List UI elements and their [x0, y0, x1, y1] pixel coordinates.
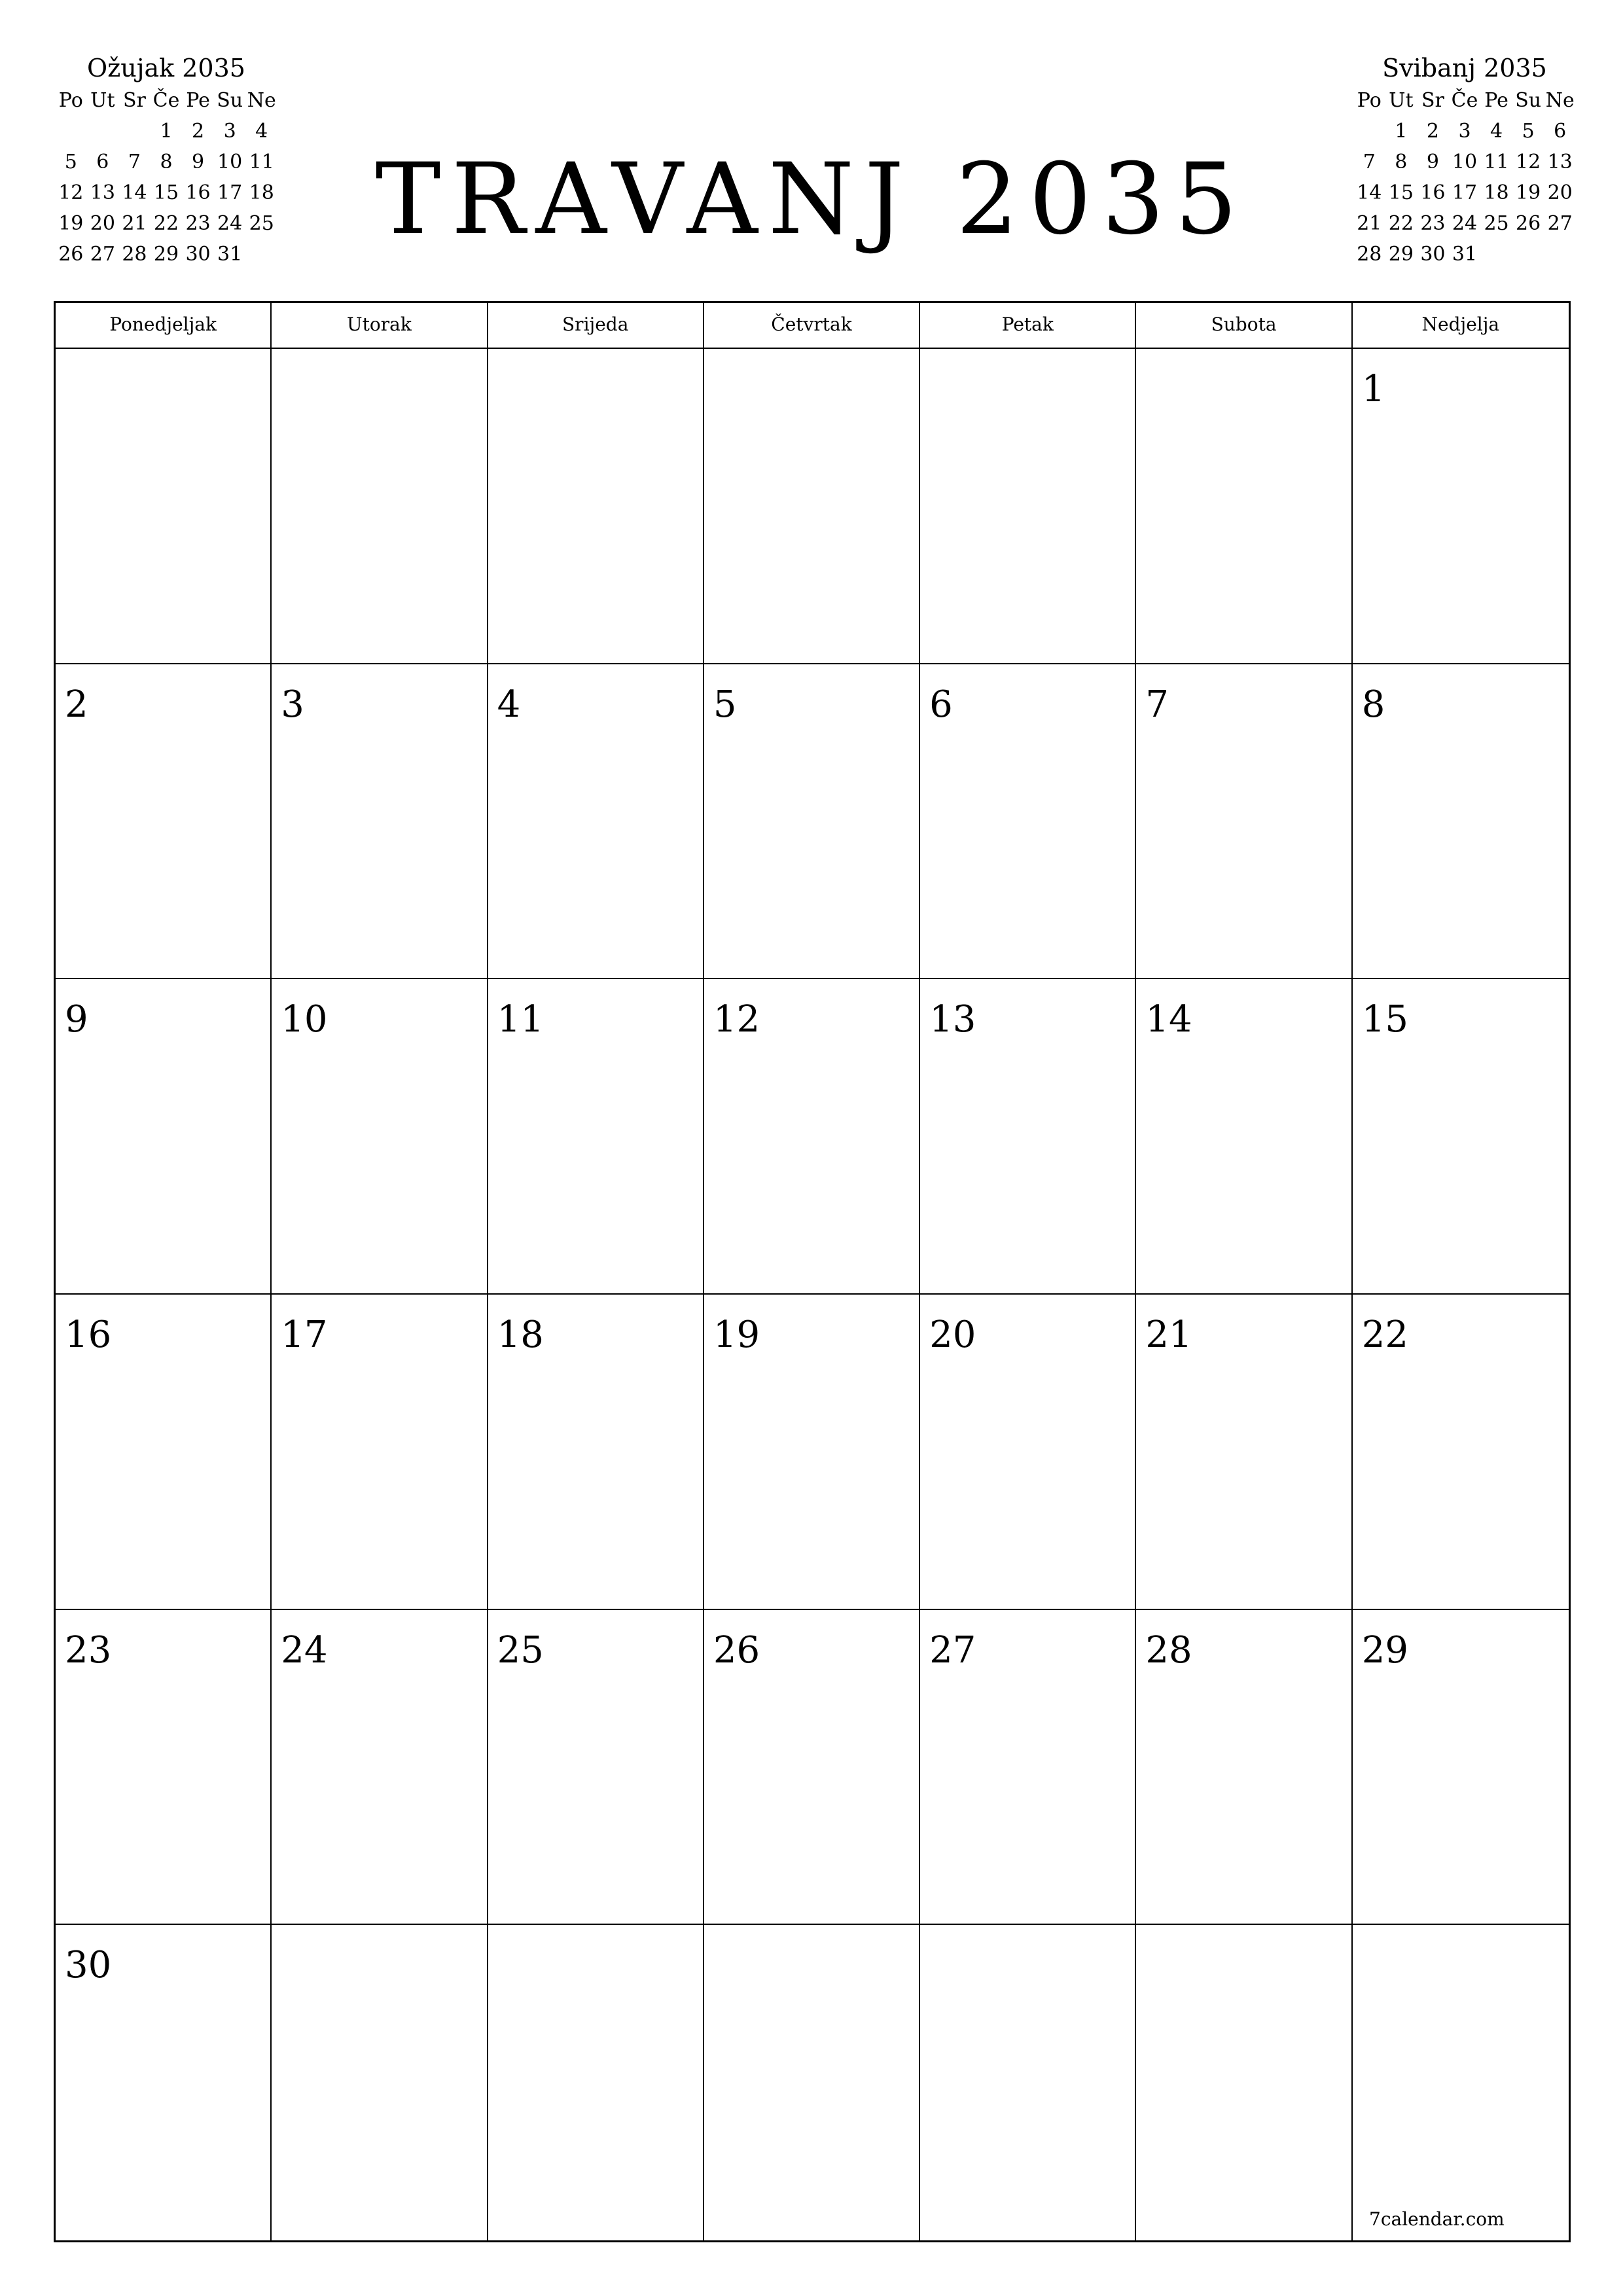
mini-day: 10 — [1452, 151, 1478, 173]
prev-month-title: Ožujak 2035 — [87, 54, 245, 82]
mini-weekday-label: Su — [217, 89, 243, 112]
day-number: 17 — [281, 1313, 328, 1356]
mini-day: 5 — [64, 151, 77, 173]
day-number: 5 — [713, 683, 737, 726]
mini-weekday-label: Ut — [90, 89, 115, 112]
next-month-grid — [1353, 85, 1576, 270]
mini-day: 8 — [160, 151, 173, 173]
day-cell[interactable] — [488, 1925, 704, 2240]
mini-day: 6 — [96, 151, 109, 173]
day-cell[interactable] — [920, 349, 1136, 664]
day-cell[interactable] — [704, 1925, 920, 2240]
mini-day — [1544, 239, 1576, 270]
day-cell[interactable] — [1136, 1610, 1352, 1926]
mini-day: 21 — [1357, 212, 1382, 235]
mini-day: 22 — [153, 212, 179, 235]
mini-day: 16 — [185, 181, 211, 204]
mini-weekday-label: Sr — [122, 89, 146, 112]
day-cell[interactable] — [920, 1925, 1136, 2240]
mini-day: 3 — [223, 120, 236, 143]
mini-day: 19 — [1516, 181, 1541, 204]
mini-day: 11 — [249, 151, 274, 173]
mini-day: 10 — [217, 151, 243, 173]
mini-weekday-label: Če — [1451, 89, 1478, 112]
mini-day: 26 — [58, 243, 84, 266]
mini-day: 7 — [1363, 151, 1376, 173]
weekday-header: Petak — [920, 303, 1136, 349]
mini-day: 13 — [90, 181, 115, 204]
day-cell[interactable] — [488, 1295, 704, 1610]
mini-weekday-label: Pe — [1484, 89, 1508, 112]
day-cell[interactable] — [56, 349, 272, 664]
day-cell[interactable] — [1353, 1925, 1569, 2240]
mini-day: 4 — [255, 120, 268, 143]
mini-day: 27 — [1547, 212, 1573, 235]
day-cell[interactable] — [56, 1610, 272, 1926]
day-cell[interactable] — [272, 1610, 488, 1926]
mini-day: 5 — [1522, 120, 1535, 143]
day-number: 4 — [497, 683, 521, 726]
day-cell[interactable] — [704, 664, 920, 980]
mini-day: 23 — [1420, 212, 1446, 235]
day-cell[interactable] — [920, 1295, 1136, 1610]
mini-day: 26 — [1516, 212, 1541, 235]
mini-day: 16 — [1420, 181, 1446, 204]
day-number: 3 — [281, 683, 304, 726]
day-number: 14 — [1145, 998, 1192, 1041]
day-cell[interactable] — [56, 1295, 272, 1610]
day-number: 6 — [929, 683, 953, 726]
day-cell[interactable] — [488, 349, 704, 664]
day-number: 7 — [1145, 683, 1169, 726]
day-cell[interactable] — [272, 1295, 488, 1610]
day-number: 1 — [1361, 368, 1385, 410]
day-cell[interactable] — [1136, 349, 1352, 664]
day-number: 2 — [65, 683, 88, 726]
day-number: 30 — [65, 1944, 112, 1987]
mini-day: 25 — [1484, 212, 1509, 235]
day-number: 10 — [281, 998, 328, 1041]
day-cell[interactable] — [272, 664, 488, 980]
mini-day: 29 — [1388, 243, 1414, 266]
next-month-mini-calendar — [1353, 51, 1576, 270]
day-cell[interactable] — [272, 349, 488, 664]
mini-day: 24 — [1452, 212, 1478, 235]
mini-day: 20 — [90, 212, 115, 235]
mini-day: 21 — [122, 212, 147, 235]
day-cell[interactable] — [920, 1610, 1136, 1926]
mini-day: 1 — [160, 120, 173, 143]
day-number: 28 — [1145, 1628, 1192, 1672]
day-number: 11 — [497, 998, 544, 1041]
day-cell[interactable] — [920, 664, 1136, 980]
day-number: 29 — [1361, 1628, 1408, 1672]
weekday-header: Srijeda — [488, 303, 704, 349]
month-grid — [54, 301, 1571, 2242]
day-cell[interactable] — [1136, 1295, 1352, 1610]
day-number: 21 — [1145, 1313, 1192, 1356]
mini-day: 15 — [153, 181, 179, 204]
day-cell[interactable] — [1353, 349, 1569, 664]
mini-day: 18 — [1484, 181, 1509, 204]
day-number: 20 — [929, 1313, 976, 1356]
mini-day: 29 — [153, 243, 179, 266]
day-number: 23 — [65, 1628, 112, 1672]
day-number: 27 — [929, 1628, 976, 1672]
mini-day: 3 — [1458, 120, 1471, 143]
day-cell[interactable] — [488, 979, 704, 1295]
day-cell[interactable] — [1353, 1610, 1569, 1926]
day-cell[interactable] — [1136, 664, 1352, 980]
day-cell[interactable] — [488, 1610, 704, 1926]
day-cell[interactable] — [1353, 1295, 1569, 1610]
day-cell[interactable] — [56, 979, 272, 1295]
weekday-header: Utorak — [272, 303, 488, 349]
mini-day: 24 — [217, 212, 243, 235]
mini-day: 11 — [1484, 151, 1509, 173]
weekday-header: Četvrtak — [704, 303, 920, 349]
mini-day: 1 — [1395, 120, 1408, 143]
mini-day: 31 — [217, 243, 243, 266]
day-cell[interactable] — [704, 979, 920, 1295]
day-number: 24 — [281, 1628, 328, 1672]
day-cell[interactable] — [704, 1610, 920, 1926]
day-number: 16 — [65, 1313, 112, 1356]
day-cell[interactable] — [56, 664, 272, 980]
mini-day: 8 — [1395, 151, 1408, 173]
day-number: 19 — [713, 1313, 760, 1356]
day-number: 18 — [497, 1313, 544, 1356]
mini-weekday-label: Po — [58, 89, 83, 112]
mini-day: 17 — [217, 181, 243, 204]
day-number: 12 — [713, 998, 760, 1041]
mini-weekday-label: Ne — [1545, 89, 1575, 112]
day-cell[interactable] — [56, 1925, 272, 2240]
mini-weekday-label: Ut — [1389, 89, 1414, 112]
mini-day: 2 — [1426, 120, 1439, 143]
mini-day: 12 — [1516, 151, 1541, 173]
mini-day: 12 — [58, 181, 84, 204]
mini-day: 23 — [185, 212, 211, 235]
mini-weekday-label: Su — [1515, 89, 1542, 112]
mini-day: 28 — [122, 243, 147, 266]
mini-day: 9 — [1426, 151, 1439, 173]
mini-day: 14 — [1357, 181, 1382, 204]
mini-day: 22 — [1388, 212, 1414, 235]
mini-day — [1480, 239, 1512, 270]
day-cell[interactable] — [704, 349, 920, 664]
day-number: 22 — [1361, 1313, 1408, 1356]
mini-weekday-label: Pe — [186, 89, 210, 112]
mini-day: 28 — [1357, 243, 1382, 266]
mini-weekday-label: Če — [152, 89, 180, 112]
mini-day: 17 — [1452, 181, 1478, 204]
mini-weekday-label: Ne — [247, 89, 276, 112]
mini-day: 7 — [128, 151, 141, 173]
mini-day: 14 — [122, 181, 147, 204]
day-cell[interactable] — [488, 664, 704, 980]
mini-day: 6 — [1554, 120, 1567, 143]
day-number: 8 — [1361, 683, 1385, 726]
day-cell[interactable] — [272, 1925, 488, 2240]
mini-day: 4 — [1490, 120, 1503, 143]
day-number: 26 — [713, 1628, 760, 1672]
mini-day: 13 — [1547, 151, 1573, 173]
day-cell[interactable] — [272, 979, 488, 1295]
mini-day: 15 — [1388, 181, 1414, 204]
day-cell[interactable] — [1353, 979, 1569, 1295]
mini-day: 27 — [90, 243, 115, 266]
mini-day: 2 — [192, 120, 205, 143]
mini-day: 20 — [1547, 181, 1573, 204]
weekday-header: Ponedjeljak — [56, 303, 272, 349]
day-cell[interactable] — [1136, 1925, 1352, 2240]
mini-weekday-label: Sr — [1421, 89, 1444, 112]
mini-day: 19 — [58, 212, 84, 235]
page-title: TRAVANJ 2035 — [375, 143, 1248, 257]
day-number: 13 — [929, 998, 976, 1041]
mini-day: 31 — [1452, 243, 1478, 266]
day-cell[interactable] — [1353, 664, 1569, 980]
day-number: 25 — [497, 1628, 544, 1672]
mini-day: 18 — [249, 181, 274, 204]
mini-day: 30 — [185, 243, 211, 266]
mini-day: 30 — [1420, 243, 1446, 266]
day-number: 15 — [1361, 998, 1408, 1041]
mini-day — [1512, 239, 1544, 270]
mini-day: 25 — [249, 212, 274, 235]
next-month-title: Svibanj 2035 — [1382, 54, 1547, 82]
day-cell[interactable] — [1136, 979, 1352, 1295]
weekday-header: Nedjelja — [1353, 303, 1569, 349]
mini-day: 9 — [192, 151, 205, 173]
day-cell[interactable] — [920, 979, 1136, 1295]
mini-weekday-label: Po — [1357, 89, 1382, 112]
weekday-header: Subota — [1136, 303, 1352, 349]
mini-day — [1353, 116, 1385, 147]
day-cell[interactable] — [704, 1295, 920, 1610]
footer-brand: 7calendar.com — [1369, 2208, 1505, 2230]
day-number: 9 — [65, 998, 88, 1041]
